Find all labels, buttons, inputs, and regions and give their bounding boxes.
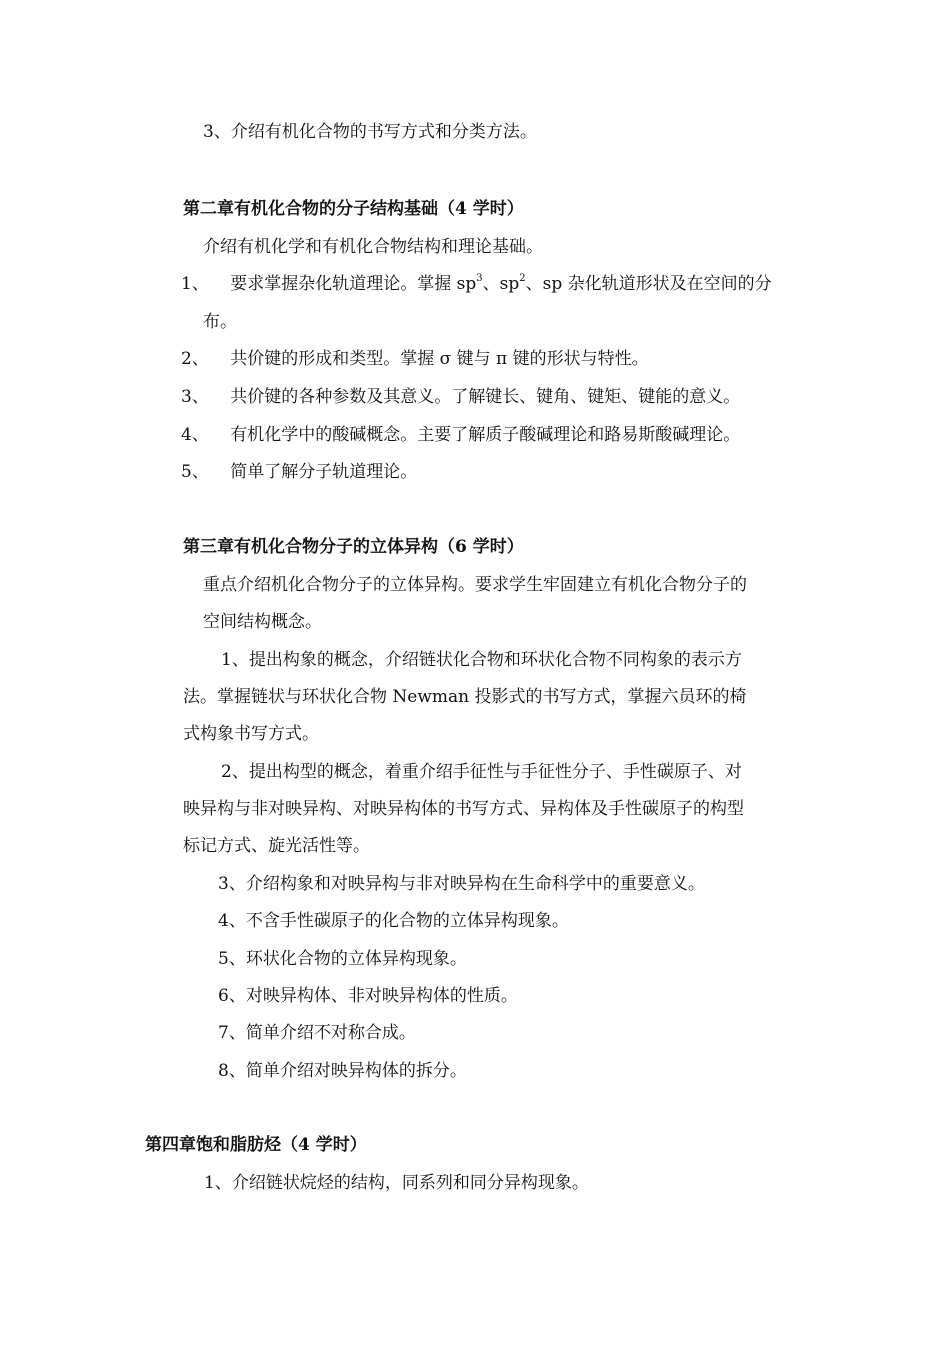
item-number: 2、 xyxy=(181,349,209,369)
chapter2-item-5 xyxy=(181,461,417,483)
item-text: 简单了解分子轨道理论。 xyxy=(230,462,418,482)
chapter2-item-1 xyxy=(181,273,772,295)
chapter4-heading: 第四章饱和脂肪烃（4 学时） xyxy=(145,1135,367,1155)
item-number: 3、 xyxy=(181,387,209,407)
chapter4-item-1: 1、介绍链状烷烃的结构，同系列和同分异构现象。 xyxy=(204,1173,589,1193)
chapter2-intro: 介绍有机化学和有机化合物结构和理论基础。 xyxy=(203,237,543,257)
chapter3-item-7: 7、简单介绍不对称合成。 xyxy=(218,1023,416,1043)
item-number: 4、 xyxy=(181,425,209,445)
chapter2-heading: 第二章有机化合物的分子结构基础（4 学时） xyxy=(183,199,524,219)
intro-item: 3、介绍有机化合物的书写方式和分类方法。 xyxy=(203,122,537,142)
chapter3-item-4: 4、不含手性碳原子的化合物的立体异构现象。 xyxy=(218,911,569,931)
chapter3-item-8: 8、简单介绍对映异构体的拆分。 xyxy=(218,1061,467,1081)
chapter3-para2-line1: 2、提出构型的概念，着重介绍手征性与手征性分子、手性碳原子、对 xyxy=(221,762,742,782)
chapter3-heading: 第三章有机化合物分子的立体异构（6 学时） xyxy=(183,537,524,557)
item-text: 共价键的形成和类型。掌握 σ 键与 π 键的形状与特性。 xyxy=(230,349,649,369)
item-sup-a: 3 xyxy=(476,273,483,285)
item-text-b: 、sp xyxy=(482,274,520,294)
chapter2-item-1-continued: 布。 xyxy=(203,312,237,332)
item-number: 1、 xyxy=(181,274,209,294)
item-sup-b: 2 xyxy=(519,273,526,285)
item-text: 有机化学中的酸碱概念。主要了解质子酸碱理论和路易斯酸碱理论。 xyxy=(230,425,741,445)
chapter2-item-4 xyxy=(181,424,740,446)
chapter3-intro-line1: 重点介绍机化合物分子的立体异构。要求学生牢固建立有机化合物分子的 xyxy=(203,575,747,595)
chapter3-para1-line2: 法。掌握链状与环状化合物 Newman 投影式的书写方式，掌握六员环的椅 xyxy=(183,687,747,707)
chapter3-para1-line1: 1、提出构象的概念，介绍链状化合物和环状化合物不同构象的表示方 xyxy=(221,650,742,670)
item-text-a: 要求掌握杂化轨道理论。掌握 sp xyxy=(230,274,477,294)
chapter3-para1-line3: 式构象书写方式。 xyxy=(183,724,319,744)
chapter3-para2-line3: 标记方式、旋光活性等。 xyxy=(183,836,370,856)
chapter3-para2-line2: 映异构与非对映异构、对映异构体的书写方式、异构体及手性碳原子的构型 xyxy=(183,799,744,819)
item-text-c: 、sp 杂化轨道形状及在空间的分 xyxy=(525,274,772,294)
chapter3-intro-line2: 空间结构概念。 xyxy=(203,612,322,632)
chapter3-item-3: 3、介绍构象和对映异构与非对映异构在生命科学中的重要意义。 xyxy=(218,874,705,894)
chapter3-item-6: 6、对映异构体、非对映异构体的性质。 xyxy=(218,986,518,1006)
chapter3-item-5: 5、环状化合物的立体异构现象。 xyxy=(218,949,467,969)
chapter2-item-2 xyxy=(181,348,649,370)
item-text: 共价键的各种参数及其意义。了解键长、键角、键矩、键能的意义。 xyxy=(230,387,741,407)
item-number: 5、 xyxy=(181,462,209,482)
chapter2-item-3 xyxy=(181,386,740,408)
